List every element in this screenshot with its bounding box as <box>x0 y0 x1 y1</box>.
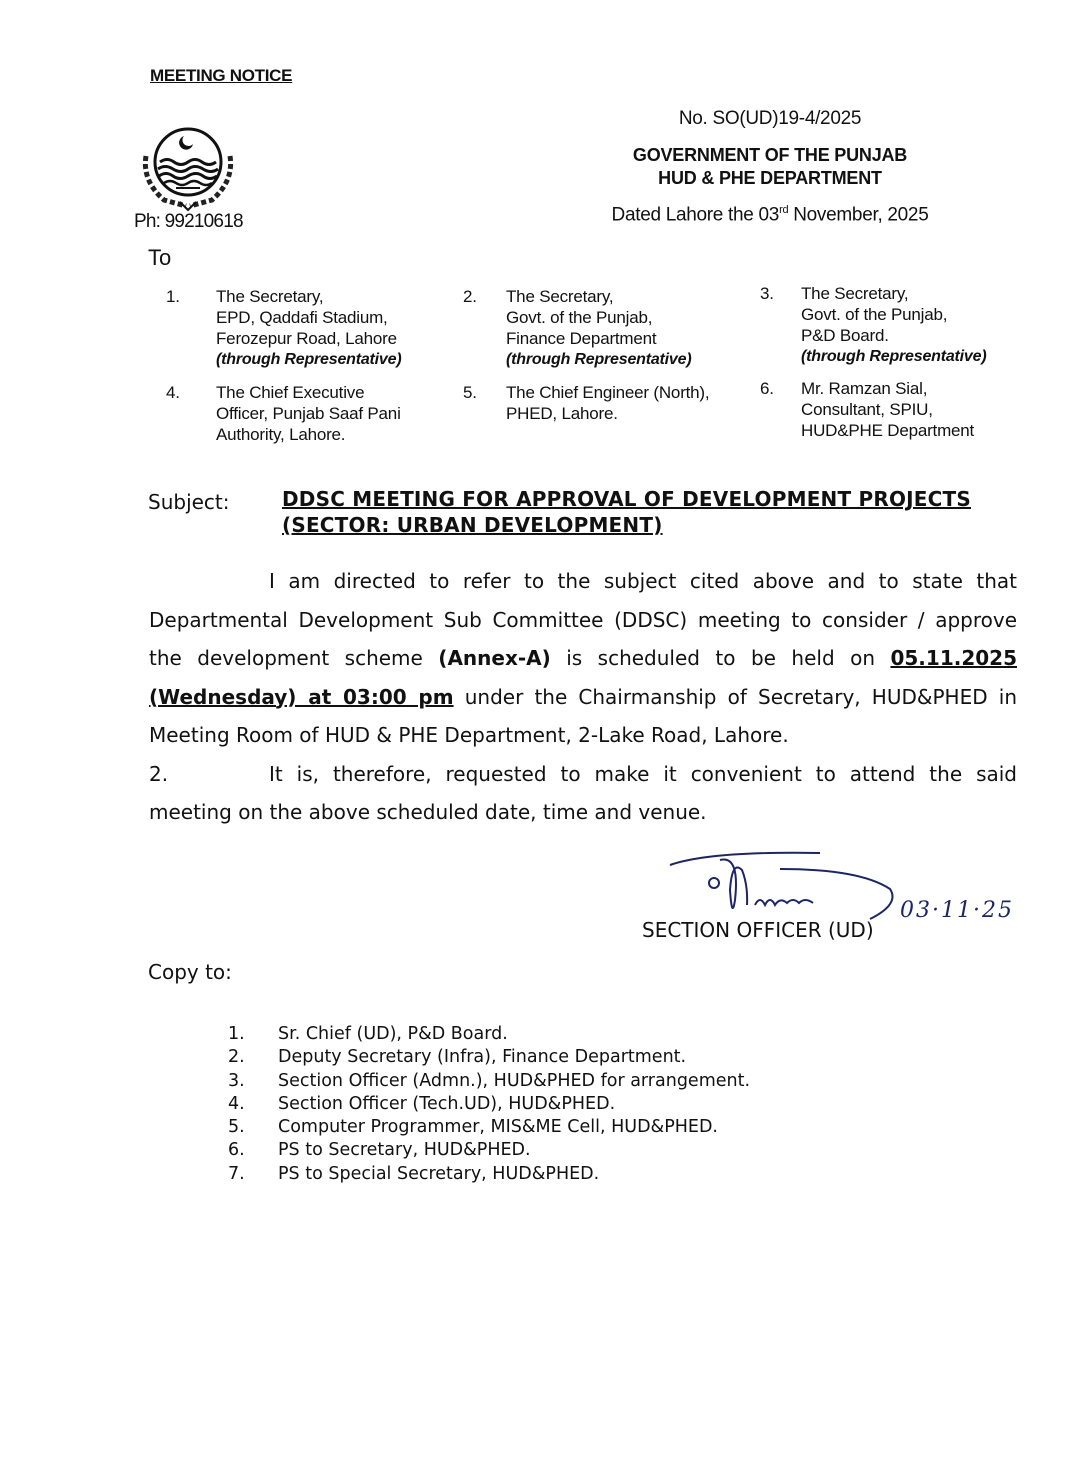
meeting-schedule: 05.11.2025 (Wednesday) at 03:00 pm <box>149 646 1017 709</box>
government-name: GOVERNMENT OF THE PUNJAB <box>632 145 908 165</box>
dated-line <box>560 204 980 226</box>
list-item: 4. Section Officer (Tech.UD), HUD&PHED. <box>228 1093 616 1114</box>
subject-line-1: DDSC MEETING FOR APPROVAL OF DEVELOPMENT PROJECTS <box>282 487 971 511</box>
body-paragraphs <box>149 562 1017 832</box>
paragraph-2: 2. It is, therefore, requested to make it convenient to attend the said meeting on the above scheduled date, time and venue. <box>149 761 1017 824</box>
list-item: 7. PS to Special Secretary, HUD&PHED. <box>228 1163 600 1184</box>
annex-reference: (Annex-A) <box>438 646 551 670</box>
list-item: 3. Section Officer (Admn.), HUD&PHED for arrangement. <box>228 1070 751 1091</box>
list-item: 6. PS to Secretary, HUD&PHED. <box>228 1140 531 1161</box>
subject-text <box>282 486 971 538</box>
punjab-emblem-icon <box>136 126 240 214</box>
signatory-title: SECTION OFFICER (UD) <box>642 918 874 942</box>
copy-to-label: Copy to: <box>148 960 232 984</box>
to-label: To <box>148 245 172 270</box>
subject-label: Subject: <box>148 490 230 514</box>
phone-number: Ph: 99210618 <box>134 211 243 232</box>
department-name: HUD & PHE DEPARTMENT <box>658 168 882 188</box>
list-item: 5. Computer Programmer, MIS&ME Cell, HUD&PHED. <box>228 1117 718 1138</box>
handwritten-signature-icon <box>660 845 900 925</box>
list-item: 1. Sr. Chief (UD), P&D Board. <box>228 1024 508 1044</box>
list-item: 2. Deputy Secretary (Infra), Finance Department. <box>228 1047 687 1068</box>
handwritten-date: 03·11·25 <box>900 898 1014 923</box>
document-heading: MEETING NOTICE <box>150 66 293 85</box>
dated-prefix: Dated Lahore the 03 <box>611 204 780 226</box>
dated-ordinal: rd <box>779 204 789 216</box>
subject-line-2: (SECTOR: URBAN DEVELOPMENT) <box>282 513 663 537</box>
letterhead <box>560 108 980 226</box>
dated-rest: November, 2025 <box>788 204 929 226</box>
copy-to-list <box>228 1023 750 1186</box>
paragraph-1: I am directed to refer to the subject cited above and to state that Departmental Development Sub Committee (DDSC) meeting to consider / approve the development scheme (Annex-A) is scheduled to be held on 05.11.2025 (Wednesday) at 03:00 pm under the Chairmanship of Secretary, HUD&PHED in Meeting Room of HUD & PHE Department, 2-Lake Road, Lahore. <box>149 569 1017 747</box>
reference-number: No. SO(UD)19-4/2025 <box>678 108 862 129</box>
